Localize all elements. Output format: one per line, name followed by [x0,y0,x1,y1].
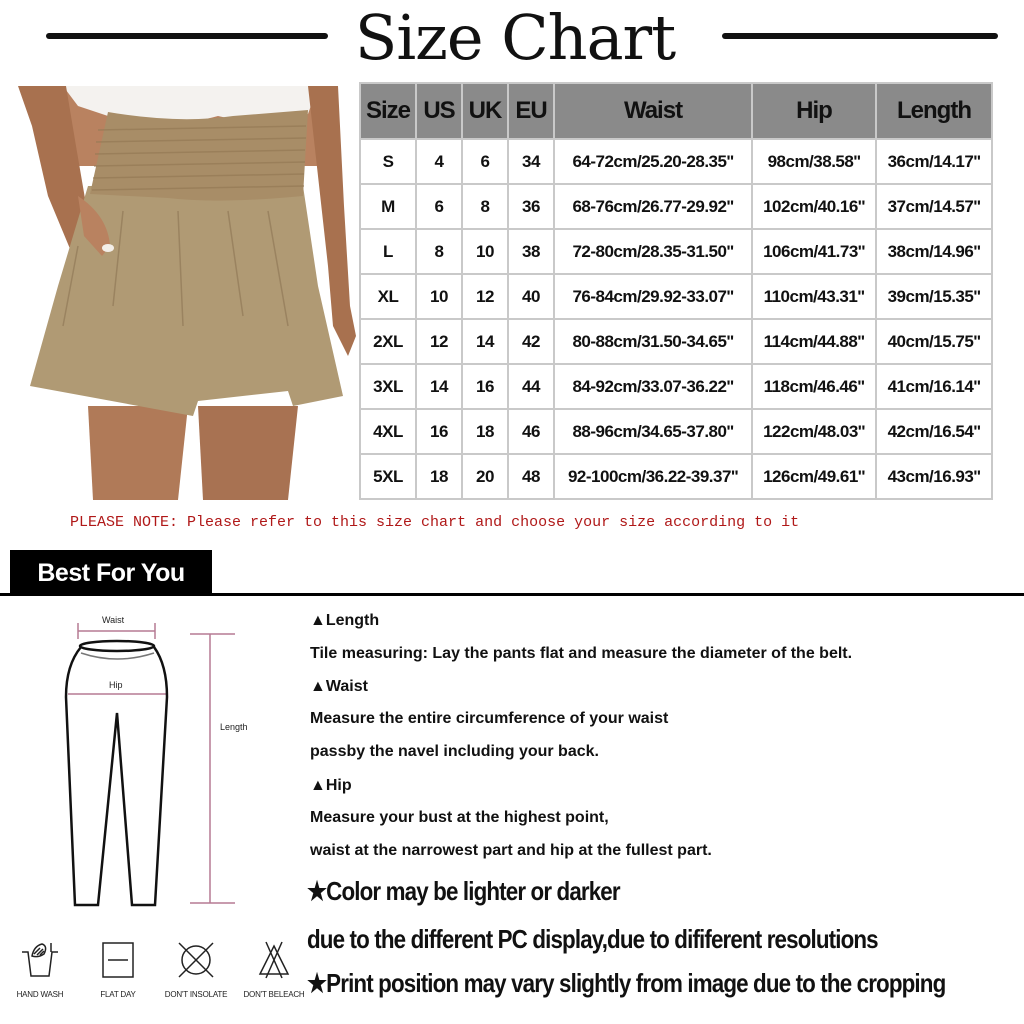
cell-length: 39cm/15.35'' [876,274,992,319]
length-text: Tile measuring: Lay the pants flat and measure the diameter of the belt. [310,645,853,662]
care-label-dont-insolate: DON'T INSOLATE [164,990,228,999]
cell-eu: 40 [508,274,554,319]
cell-waist: 72-80cm/28.35-31.50'' [554,229,752,274]
cell-us: 6 [416,184,462,229]
cell-us: 8 [416,229,462,274]
color-note-2: due to the different PC display,due to dififerent resolutions [307,924,878,954]
hip-heading: ▲Hip [310,777,352,794]
cell-size: 4XL [360,409,416,454]
table-row [360,139,992,184]
column-header-waist: Waist [554,83,752,139]
cell-uk: 10 [462,229,508,274]
cell-waist: 80-88cm/31.50-34.65'' [554,319,752,364]
cell-hip: 106cm/41.73'' [752,229,876,274]
cell-size: 2XL [360,319,416,364]
cell-uk: 8 [462,184,508,229]
cell-hip: 102cm/40.16'' [752,184,876,229]
cell-eu: 42 [508,319,554,364]
table-row [360,454,992,499]
cell-length: 38cm/14.96'' [876,229,992,274]
product-photo [18,86,356,500]
column-header-us: US [416,83,462,139]
hand-wash-icon [5,940,75,980]
cell-waist: 68-76cm/26.77-29.92'' [554,184,752,229]
table-row [360,364,992,409]
waist-text-1: Measure the entire circumference of your waist [310,710,669,727]
table-row [360,274,992,319]
care-hand-wash [5,940,75,999]
table-row [360,319,992,364]
flat-dry-icon [83,940,153,980]
dont-insolate-icon [161,940,231,980]
column-header-eu: EU [508,83,554,139]
cell-us: 14 [416,364,462,409]
best-for-you-label: Best For You [10,550,212,594]
column-header-hip: Hip [752,83,876,139]
diagram-hip-label: Hip [109,680,123,690]
care-label-flat-dry: FLAT DAY [100,990,136,999]
cell-hip: 98cm/38.58'' [752,139,876,184]
hip-text-1: Measure your bust at the highest point, [310,809,609,826]
cell-size: S [360,139,416,184]
cell-length: 37cm/14.57'' [876,184,992,229]
cell-eu: 34 [508,139,554,184]
cell-us: 4 [416,139,462,184]
cell-uk: 18 [462,409,508,454]
cell-length: 36cm/14.17'' [876,139,992,184]
waist-heading: ▲Waist [310,678,368,695]
care-dont-bleach [239,940,309,999]
cell-length: 41cm/16.14'' [876,364,992,409]
care-dont-insolate [161,940,231,999]
cell-waist: 92-100cm/36.22-39.37'' [554,454,752,499]
cell-eu: 46 [508,409,554,454]
waist-text-2: passby the navel including your back. [310,743,599,760]
table-header-row [360,83,992,139]
column-header-length: Length [876,83,992,139]
cell-length: 40cm/15.75'' [876,319,992,364]
table-row [360,229,992,274]
size-chart-table [359,82,993,500]
cell-waist: 88-96cm/34.65-37.80'' [554,409,752,454]
care-label-dont-bleach: DON'T BELEACH [243,990,305,999]
cell-waist: 84-92cm/33.07-36.22'' [554,364,752,409]
cell-waist: 76-84cm/29.92-33.07'' [554,274,752,319]
cell-eu: 36 [508,184,554,229]
cell-us: 10 [416,274,462,319]
cell-size: 3XL [360,364,416,409]
cell-hip: 110cm/43.31'' [752,274,876,319]
table-row [360,409,992,454]
cell-hip: 122cm/48.03'' [752,409,876,454]
title-rule-right [722,33,998,39]
column-header-uk: UK [462,83,508,139]
care-label-hand-wash: HAND WASH [16,990,64,999]
cell-hip: 114cm/44.88'' [752,319,876,364]
cell-us: 18 [416,454,462,499]
page-title: Size Chart [354,1,676,74]
dont-bleach-icon [239,940,309,980]
cell-uk: 12 [462,274,508,319]
cell-us: 12 [416,319,462,364]
cell-eu: 44 [508,364,554,409]
cell-hip: 126cm/49.61'' [752,454,876,499]
title-rule-left [46,33,328,39]
cell-us: 16 [416,409,462,454]
cell-size: M [360,184,416,229]
cell-uk: 16 [462,364,508,409]
size-note: PLEASE NOTE: Please refer to this size chart and choose your size according to it [70,514,800,531]
column-header-size: Size [360,83,416,139]
section-divider [0,593,1024,596]
table-row [360,184,992,229]
care-flat-dry [83,940,153,999]
cell-length: 43cm/16.93'' [876,454,992,499]
length-heading: ▲Length [310,612,380,629]
cell-size: L [360,229,416,274]
cell-uk: 20 [462,454,508,499]
cell-uk: 14 [462,319,508,364]
cell-length: 42cm/16.54'' [876,409,992,454]
color-note-1: ★Color may be lighter or darker [307,876,620,906]
cell-eu: 48 [508,454,554,499]
cell-eu: 38 [508,229,554,274]
diagram-waist-label: Waist [102,615,125,625]
hip-text-2: waist at the narrowest part and hip at the fullest part. [310,842,712,859]
cell-size: 5XL [360,454,416,499]
cell-hip: 118cm/46.46'' [752,364,876,409]
measurement-diagram [40,605,280,915]
diagram-length-label: Length [220,722,248,732]
cell-size: XL [360,274,416,319]
cell-uk: 6 [462,139,508,184]
print-note: ★Print position may vary slightly from image due to the cropping [307,968,946,998]
cell-waist: 64-72cm/25.20-28.35'' [554,139,752,184]
